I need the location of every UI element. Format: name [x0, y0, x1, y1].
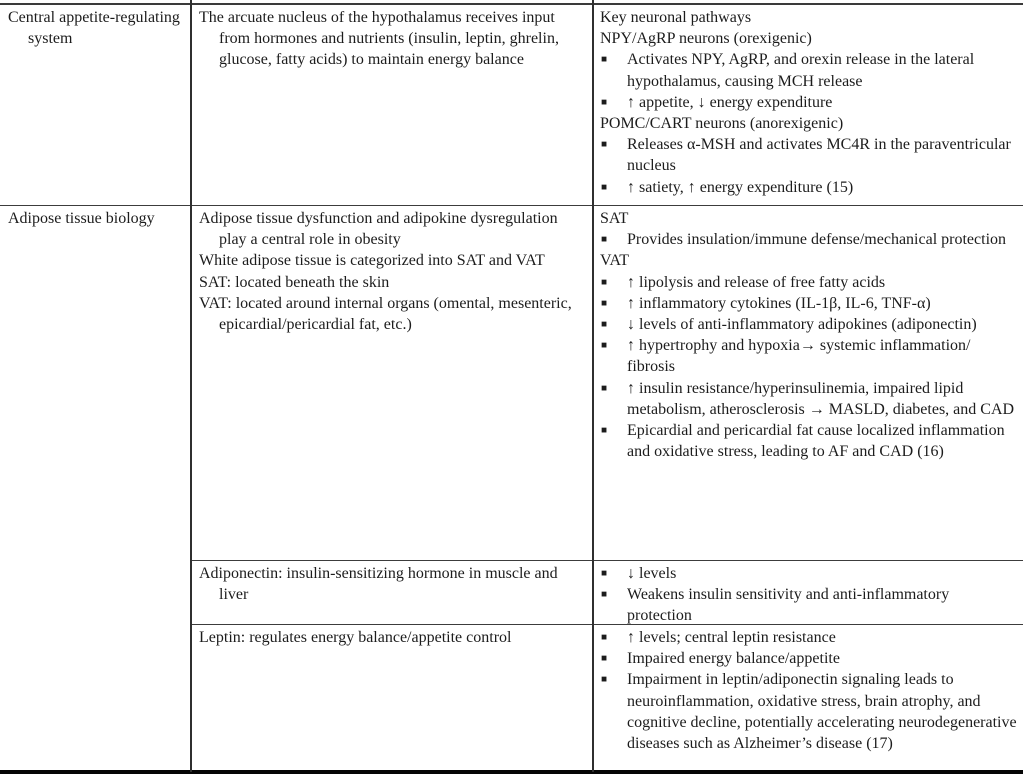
- bullet-text: ↑ satiety, ↑ energy expenditure (15): [627, 178, 854, 196]
- bullet-item: [600, 420, 1017, 462]
- description-paragraph: SAT: located beneath the skin: [199, 273, 390, 291]
- bullet-square: ■: [601, 674, 608, 686]
- topic-cell: [0, 5, 190, 205]
- description-paragraph: The arcuate nucleus of the hypothalamus receives input from hormones and nutrients (insulin, leptin, ghrelin, glucose, fatty acids) to maintain energy balance: [199, 9, 559, 69]
- bullet-square: ■: [601, 340, 608, 352]
- description-cell: [190, 5, 592, 205]
- bullet-item: [600, 177, 1017, 198]
- bullet-text: Epicardial and pericardial fat cause localized inflammation and oxidative stress, leading to AF and CAD (16): [627, 422, 1005, 461]
- description-cell: [190, 206, 592, 560]
- bullet-item: [600, 49, 1017, 91]
- bullet-square: ■: [601, 139, 608, 151]
- bullet-square: ■: [601, 425, 608, 437]
- bullet-item: [600, 563, 1017, 584]
- bullet-square: ■: [601, 297, 608, 309]
- column-divider-1: [190, 0, 192, 772]
- bullet-square: ■: [601, 181, 608, 193]
- detail-heading: POMC/​CART neurons (anorexigenic): [600, 115, 844, 133]
- detail-heading: VAT: [600, 252, 630, 270]
- bullet-item: [600, 229, 1017, 250]
- topic-cell: [0, 206, 190, 773]
- bullet-square: ■: [601, 568, 608, 579]
- topic-label: Central appetite-regulating system: [8, 9, 180, 48]
- table-row-adipose-tissue: [0, 205, 1023, 773]
- bullet-square: ■: [601, 382, 608, 394]
- bullet-text: ↑ inflammatory cytokines (IL-1β, IL-6, TNF-α): [627, 294, 931, 312]
- topic-label: Adipose tissue biology: [8, 210, 155, 227]
- bullet-square: ■: [601, 653, 608, 665]
- bullet-item: [600, 314, 1017, 335]
- table-row-central-appetite: [0, 5, 1023, 205]
- description-paragraph: Adiponectin: insulin-sensitizing hormone in muscle and liver: [199, 565, 558, 604]
- bullet-text: Provides insulation/​immune defense/​mechanical protection: [627, 231, 1007, 249]
- bullet-text: ↑ insulin resistance/​hyperinsulinemia, impaired lipid metabolism, atherosclerosis → MASLD, diabetes, and CAD: [627, 379, 1015, 418]
- subrow: [190, 560, 1023, 624]
- bullet-item: [600, 272, 1017, 293]
- detail-heading: SAT: [600, 210, 629, 227]
- details-cell: [592, 561, 1023, 624]
- bullet-item: [600, 648, 1017, 669]
- description-paragraph: Adipose tissue dysfunction and adipokine dysregulation play a central role in obesity: [199, 210, 558, 249]
- bullet-text: Weakens insulin sensitivity and anti-inflammatory protection: [627, 586, 950, 624]
- bullet-square: ■: [601, 589, 608, 601]
- bullet-text: Impaired energy balance/​appetite: [627, 650, 840, 668]
- bullet-square: ■: [601, 319, 608, 331]
- bullet-text: ↑ hypertrophy and hypoxia→ systemic inflammation/​fibrosis: [627, 337, 971, 376]
- details-cell: [592, 625, 1023, 773]
- details-cell: [592, 206, 1023, 560]
- detail-heading: NPY/​AgRP neurons (orexigenic): [600, 30, 812, 48]
- description-cell: [190, 625, 592, 773]
- bullet-text: Impairment in leptin/​adiponectin signaling leads to neuroinflammation, oxidative stress, brain atrophy, and cognitive decline, potentially accelerating neurodegenerative diseases such as Alzheimer’s disease (17): [627, 671, 1017, 753]
- bullet-item: [600, 627, 1017, 648]
- details-cell: [592, 5, 1023, 205]
- description-cell: [190, 561, 592, 624]
- bullet-text: Activates NPY, AgRP, and orexin release in the lateral hypothalamus, causing MCH release: [627, 51, 975, 90]
- bullet-square: ■: [601, 632, 608, 643]
- description-paragraph: VAT: located around internal organs (omental, mesenteric, epicardial/​pericardial fat, etc.): [199, 294, 572, 334]
- bullet-text: Releases α-MSH and activates MC4R in the paraventricular nucleus: [627, 136, 1011, 175]
- subrow: [190, 206, 1023, 560]
- bullet-item: [600, 92, 1017, 113]
- detail-heading: Key neuronal pathways: [600, 9, 752, 26]
- bullet-text: ↑ appetite, ↓ energy expenditure: [627, 93, 833, 111]
- table-body: [0, 5, 1023, 773]
- bullet-square: ■: [601, 96, 608, 108]
- bullet-text: ↑ lipolysis and release of free fatty acids: [627, 273, 886, 291]
- bullet-square: ■: [601, 276, 608, 288]
- bullet-item: [600, 584, 1017, 624]
- bullet-square: ■: [601, 234, 608, 246]
- bullet-text: ↓ levels: [627, 565, 677, 582]
- description-paragraph: Leptin: regulates energy balance/​appetite control: [199, 629, 512, 646]
- bullet-item: [600, 669, 1017, 754]
- bullet-item: [600, 335, 1017, 377]
- table-bottom-rule: [0, 770, 1023, 774]
- bullet-item: [600, 293, 1017, 314]
- column-divider-2: [592, 0, 594, 772]
- bullet-square: ■: [601, 54, 608, 66]
- bullet-item: [600, 134, 1017, 176]
- bullet-text: ↑ levels; central leptin resistance: [627, 629, 836, 646]
- bullet-item: [600, 378, 1017, 420]
- description-paragraph: White adipose tissue is categorized into SAT and VAT: [199, 252, 545, 270]
- subrow: [190, 624, 1023, 773]
- subrow: [190, 5, 1023, 205]
- bullet-text: ↓ levels of anti-inflammatory adipokines (adiponectin): [627, 316, 977, 334]
